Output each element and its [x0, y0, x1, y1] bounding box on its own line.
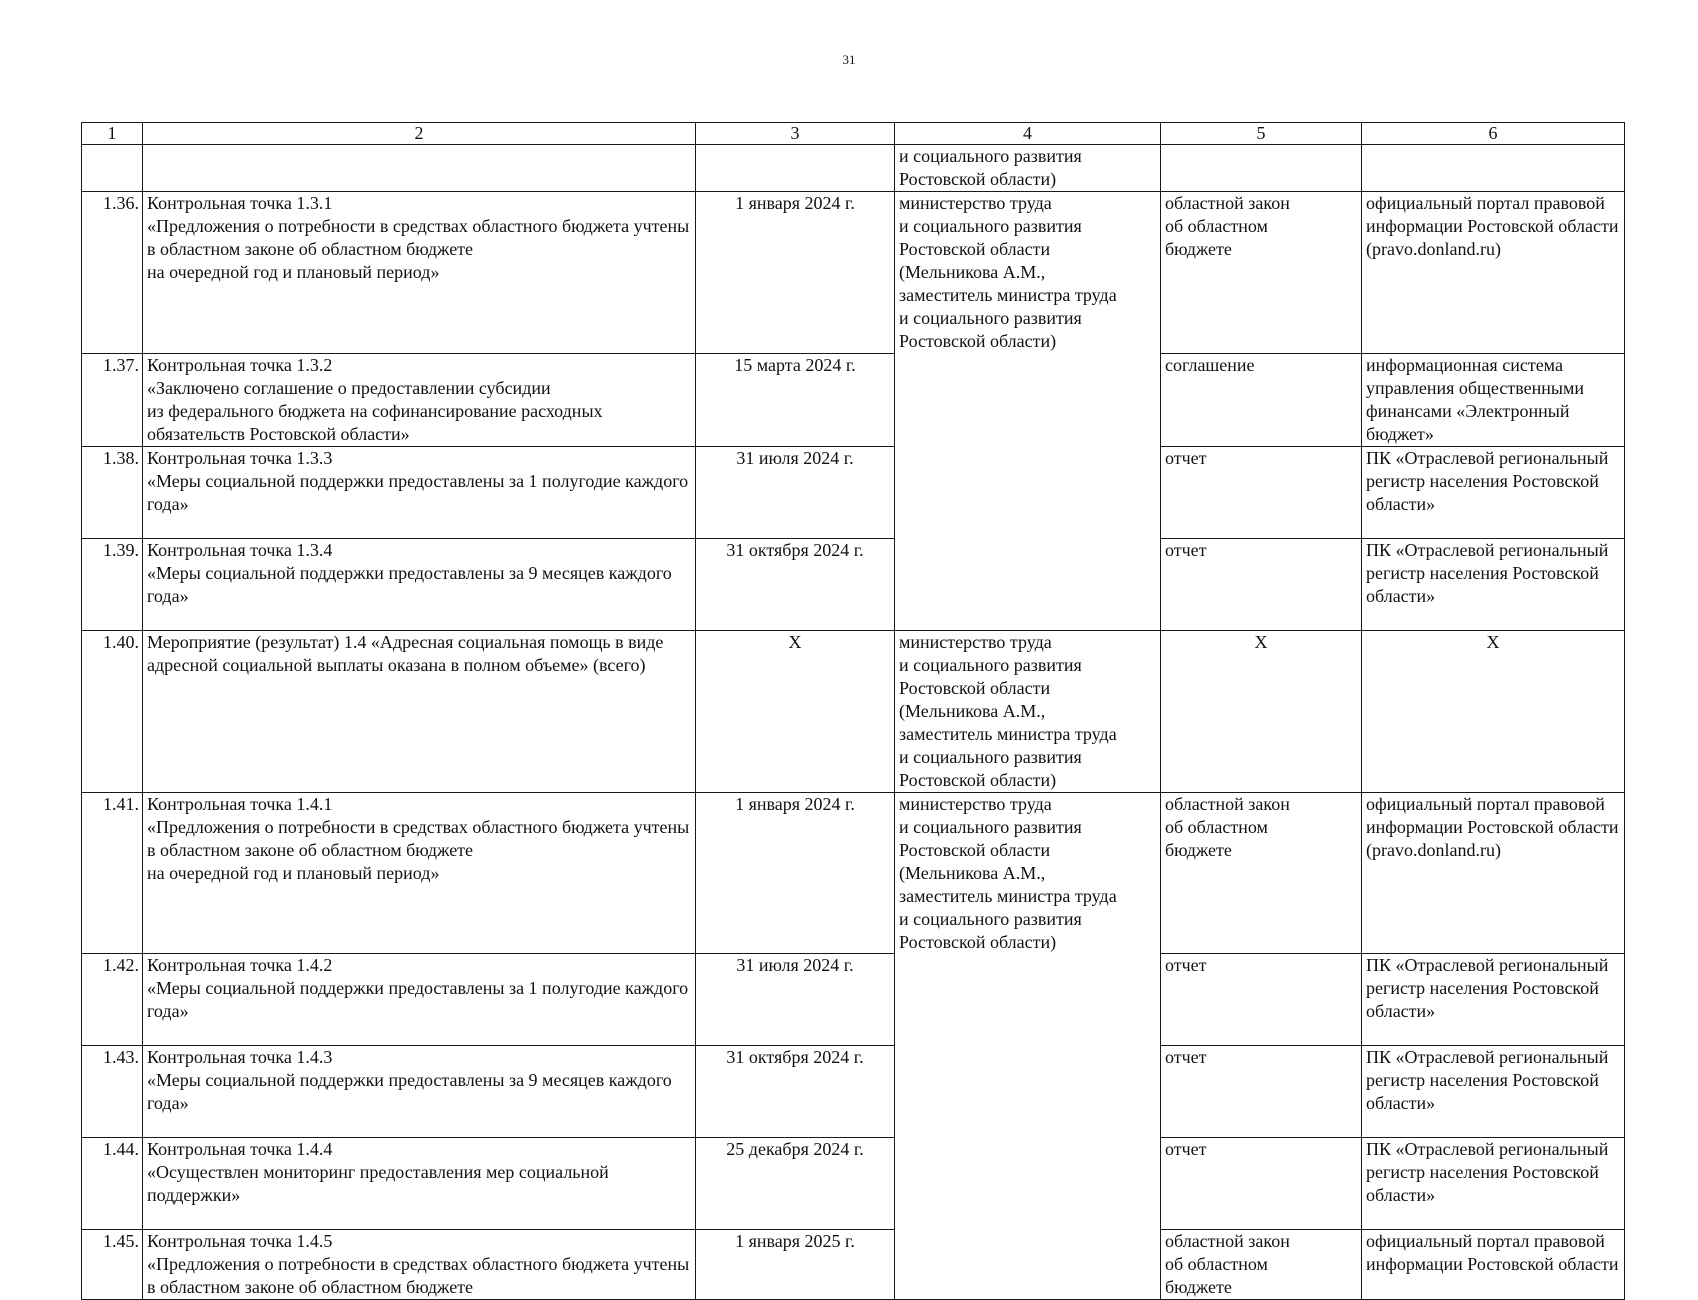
row-name-cell: Контрольная точка 1.4.2 «Меры социальной поддержки предоставлены за 1 полугодие каждого года»	[143, 954, 696, 1046]
table-row	[82, 1046, 1625, 1138]
row-document-cell: областной закон об областном бюджете	[1161, 1230, 1362, 1300]
row-system-cell: информационная система управления общественными финансами «Электронный бюджет»	[1362, 353, 1625, 446]
row-system-cell: официальный портал правовой информации Ростовской области (pravo.donland.ru)	[1362, 792, 1625, 954]
row-number-cell: 1.43.	[82, 1046, 143, 1138]
row-responsible-cell: министерство труда и социального развития Ростовской области (Мельникова А.М., заместитель министра труда и социального развития Ростовской области)	[895, 192, 1161, 354]
row-name-cell: Контрольная точка 1.3.1 «Предложения о потребности в средствах областного бюджета учтены в областном законе об областном бюджете на очередной год и плановый период»	[143, 192, 696, 354]
row-name-cell: Контрольная точка 1.4.5 «Предложения о потребности в средствах областного бюджета учтены в областном законе об областном бюджете	[143, 1230, 696, 1300]
table-row	[82, 792, 1625, 954]
row-number-cell: 1.36.	[82, 192, 143, 354]
table-row	[82, 630, 1625, 792]
row-responsible-cell: и социального развития Ростовской области)	[895, 145, 1161, 192]
table-header-row	[82, 123, 1625, 145]
row-system-cell: ПК «Отраслевой региональный регистр населения Ростовской области»	[1362, 538, 1625, 630]
row-date-cell: 31 октября 2024 г.	[696, 1046, 895, 1138]
row-document-cell: областной закон об областном бюджете	[1161, 792, 1362, 954]
column-system-header: 6	[1362, 123, 1625, 145]
row-document-cell: отчет	[1161, 446, 1362, 538]
row-name-cell: Мероприятие (результат) 1.4 «Адресная социальная помощь в виде адресной социальной выплаты оказана в полном объеме» (всего)	[143, 630, 696, 792]
row-document-cell: отчет	[1161, 1046, 1362, 1138]
row-name-cell: Контрольная точка 1.3.2 «Заключено соглашение о предоставлении субсидии из федерального бюджета на софинансирование расходных обязательств Ростовской области»	[143, 353, 696, 446]
row-responsible-cell	[895, 1138, 1161, 1230]
table-row	[82, 192, 1625, 354]
row-number-cell: 1.42.	[82, 954, 143, 1046]
row-date-cell: 1 января 2025 г.	[696, 1230, 895, 1300]
row-document-cell	[1161, 145, 1362, 192]
row-document-cell: отчет	[1161, 538, 1362, 630]
row-responsible-cell	[895, 353, 1161, 446]
row-number-cell	[82, 145, 143, 192]
table-row	[82, 538, 1625, 630]
row-system-cell: ПК «Отраслевой региональный регистр населения Ростовской области»	[1362, 954, 1625, 1046]
row-number-cell: 1.38.	[82, 446, 143, 538]
column-document-header: 5	[1161, 123, 1362, 145]
page-number: 31	[842, 52, 856, 67]
row-name-cell: Контрольная точка 1.3.3 «Меры социальной поддержки предоставлены за 1 полугодие каждого года»	[143, 446, 696, 538]
row-responsible-cell	[895, 954, 1161, 1046]
row-document-cell: соглашение	[1161, 353, 1362, 446]
row-system-cell: официальный портал правовой информации Ростовской области (pravo.donland.ru)	[1362, 192, 1625, 354]
row-system-cell: официальный портал правовой информации Ростовской области	[1362, 1230, 1625, 1300]
row-date-cell	[696, 145, 895, 192]
column-responsible-header: 4	[895, 123, 1161, 145]
row-date-cell: Х	[696, 630, 895, 792]
row-responsible-cell	[895, 538, 1161, 630]
row-date-cell: 1 января 2024 г.	[696, 792, 895, 954]
column-name-header: 2	[143, 123, 696, 145]
table-row	[82, 954, 1625, 1046]
column-number-header: 1	[82, 123, 143, 145]
row-system-cell: Х	[1362, 630, 1625, 792]
row-number-cell: 1.45.	[82, 1230, 143, 1300]
row-name-cell: Контрольная точка 1.3.4 «Меры социальной поддержки предоставлены за 9 месяцев каждого года»	[143, 538, 696, 630]
row-date-cell: 25 декабря 2024 г.	[696, 1138, 895, 1230]
row-number-cell: 1.40.	[82, 630, 143, 792]
row-number-cell: 1.37.	[82, 353, 143, 446]
row-responsible-cell: министерство труда и социального развития Ростовской области (Мельникова А.М., заместитель министра труда и социального развития Ростовской области)	[895, 630, 1161, 792]
table-row	[82, 145, 1625, 192]
row-document-cell: отчет	[1161, 1138, 1362, 1230]
row-name-cell: Контрольная точка 1.4.4 «Осуществлен мониторинг предоставления мер социальной поддержки»	[143, 1138, 696, 1230]
row-date-cell: 31 октября 2024 г.	[696, 538, 895, 630]
row-number-cell: 1.41.	[82, 792, 143, 954]
row-date-cell: 1 января 2024 г.	[696, 192, 895, 354]
row-number-cell: 1.39.	[82, 538, 143, 630]
row-responsible-cell	[895, 446, 1161, 538]
row-responsible-cell	[895, 1230, 1161, 1300]
row-system-cell: ПК «Отраслевой региональный регистр населения Ростовской области»	[1362, 446, 1625, 538]
row-system-cell: ПК «Отраслевой региональный регистр населения Ростовской области»	[1362, 1138, 1625, 1230]
table-row	[82, 353, 1625, 446]
row-name-cell	[143, 145, 696, 192]
table-row	[82, 1230, 1625, 1300]
table-row	[82, 446, 1625, 538]
row-date-cell: 15 марта 2024 г.	[696, 353, 895, 446]
row-name-cell: Контрольная точка 1.4.3 «Меры социальной поддержки предоставлены за 9 месяцев каждого года»	[143, 1046, 696, 1138]
table-row	[82, 1138, 1625, 1230]
row-name-cell: Контрольная точка 1.4.1 «Предложения о потребности в средствах областного бюджета учтены в областном законе об областном бюджете на очередной год и плановый период»	[143, 792, 696, 954]
row-system-cell	[1362, 145, 1625, 192]
row-responsible-cell: министерство труда и социального развития Ростовской области (Мельникова А.М., заместитель министра труда и социального развития Ростовской области)	[895, 792, 1161, 954]
row-system-cell: ПК «Отраслевой региональный регистр населения Ростовской области»	[1362, 1046, 1625, 1138]
row-document-cell: областной закон об областном бюджете	[1161, 192, 1362, 354]
control-points-table	[81, 122, 1625, 1300]
row-date-cell: 31 июля 2024 г.	[696, 954, 895, 1046]
row-date-cell: 31 июля 2024 г.	[696, 446, 895, 538]
row-number-cell: 1.44.	[82, 1138, 143, 1230]
row-document-cell: отчет	[1161, 954, 1362, 1046]
row-responsible-cell	[895, 1046, 1161, 1138]
row-document-cell: Х	[1161, 630, 1362, 792]
column-date-header: 3	[696, 123, 895, 145]
